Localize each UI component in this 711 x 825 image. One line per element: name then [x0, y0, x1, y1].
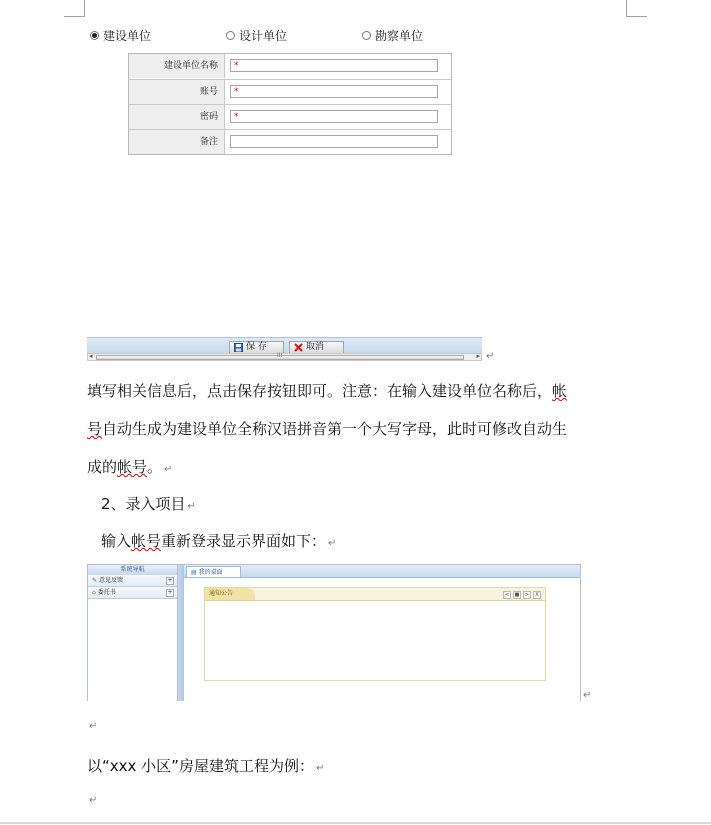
paragraph-mark: ↵ [187, 501, 196, 512]
radio-label: 建设单位 [103, 29, 152, 43]
nav-item-commission[interactable] [88, 587, 177, 599]
notice-portlet [204, 587, 546, 681]
form-toolbar [87, 337, 482, 354]
paragraph-mark: ↵ [89, 721, 98, 732]
expand-plus-icon[interactable]: + [167, 589, 173, 596]
page-bottom-edge [0, 822, 711, 824]
text-run: 以“xxx 小区”房屋建筑工程为例： [87, 757, 314, 775]
example-line [87, 755, 324, 776]
spell-flagged-text: 帐 [552, 382, 568, 400]
intro-line [101, 530, 336, 551]
tab-label: 我的桌面 [198, 569, 223, 576]
spell-flagged-text: 帐号 [117, 458, 148, 476]
text-run: 重新登录显示界面如下： [161, 532, 327, 550]
text-run: 成的 [87, 458, 118, 476]
body-paragraph-line-1 [87, 380, 567, 401]
portlet-header [205, 588, 545, 601]
text-run: 填写相关信息后，点击保存按钮即可。注意：在输入建设单位名称后， [87, 382, 553, 400]
cancel-button-label: 取消 [306, 342, 325, 352]
radio-kancha[interactable] [362, 27, 423, 44]
floppy-disk-icon [234, 343, 243, 352]
paragraph-mark: ↵ [164, 464, 173, 475]
feedback-icon: ✎ [92, 577, 98, 584]
radio-empty-icon [362, 31, 371, 40]
house-icon: ⌂ [92, 589, 96, 596]
portlet-close-button[interactable]: X [533, 591, 541, 599]
horizontal-scrollbar[interactable] [87, 353, 482, 361]
text-run: 。 [147, 458, 163, 476]
text-run: 自动生成为建设单位全称汉语拼音第一个大写字母，此时可修改自动生 [102, 420, 568, 438]
app-screenshot [87, 564, 581, 701]
password-input[interactable]: * [230, 110, 438, 123]
account-input[interactable]: * [230, 85, 438, 98]
registration-form [128, 53, 452, 155]
save-button-label: 保 存 [246, 342, 267, 352]
spell-flagged-text: 号 [87, 420, 103, 438]
field-label: 备注 [129, 130, 225, 154]
expand-plus-icon[interactable]: + [167, 577, 173, 584]
scrollbar-thumb[interactable] [96, 352, 464, 360]
spell-flagged-text: 帐号 [131, 532, 162, 550]
nav-title: 系统导航 [88, 565, 177, 575]
form-row-unit-name [129, 54, 451, 78]
main-panel [184, 565, 580, 701]
page-corner-mark-left [64, 0, 85, 17]
section-heading [101, 493, 196, 514]
paragraph-mark: ↵ [486, 351, 495, 362]
desktop-icon: ▤ [191, 569, 197, 576]
field-label: 账号 [129, 80, 225, 104]
radio-sheji[interactable] [226, 27, 287, 44]
scroll-right-arrow-icon[interactable]: ▸ [476, 352, 480, 360]
remark-input[interactable] [230, 135, 438, 148]
nav-item-feedback[interactable] [88, 575, 177, 587]
nav-item-label: 意见反馈 [98, 577, 123, 584]
text-run: 输入 [101, 532, 132, 550]
nav-sidebar [88, 565, 178, 701]
form-row-account [129, 79, 451, 104]
nav-item-label: 委托书 [97, 589, 116, 596]
scroll-grip: III [277, 352, 283, 359]
page-corner-mark-right [626, 0, 647, 17]
unit-name-input[interactable]: * [230, 59, 438, 72]
paragraph-mark: ↵ [89, 795, 98, 806]
heading-text: 2、录入项目 [101, 495, 186, 513]
form-row-remark [129, 129, 451, 154]
portlet-collapse-button[interactable]: < [504, 592, 510, 598]
portlet-title: 通知公告 [205, 588, 255, 600]
body-paragraph-line-2 [87, 418, 567, 439]
tab-my-desktop[interactable] [186, 566, 241, 577]
red-x-icon [294, 343, 303, 352]
radio-selected-icon [90, 31, 99, 40]
scroll-left-arrow-icon[interactable]: ◂ [89, 352, 93, 360]
paragraph-mark: ↵ [583, 690, 592, 701]
field-label: 建设单位名称 [129, 54, 225, 78]
portlet-expand-button[interactable]: > [524, 592, 530, 598]
radio-empty-icon [226, 31, 235, 40]
radio-label: 设计单位 [239, 29, 288, 43]
paragraph-mark: ↵ [315, 763, 325, 774]
radio-jianshe[interactable] [90, 27, 151, 44]
form-row-password [129, 104, 451, 129]
tab-bar [184, 565, 580, 578]
field-label: 密码 [129, 105, 225, 129]
paragraph-mark: ↵ [328, 538, 337, 549]
radio-label: 勘察单位 [375, 29, 424, 43]
body-paragraph-line-3 [87, 456, 172, 477]
portlet-maximize-button[interactable]: ■ [514, 592, 520, 598]
